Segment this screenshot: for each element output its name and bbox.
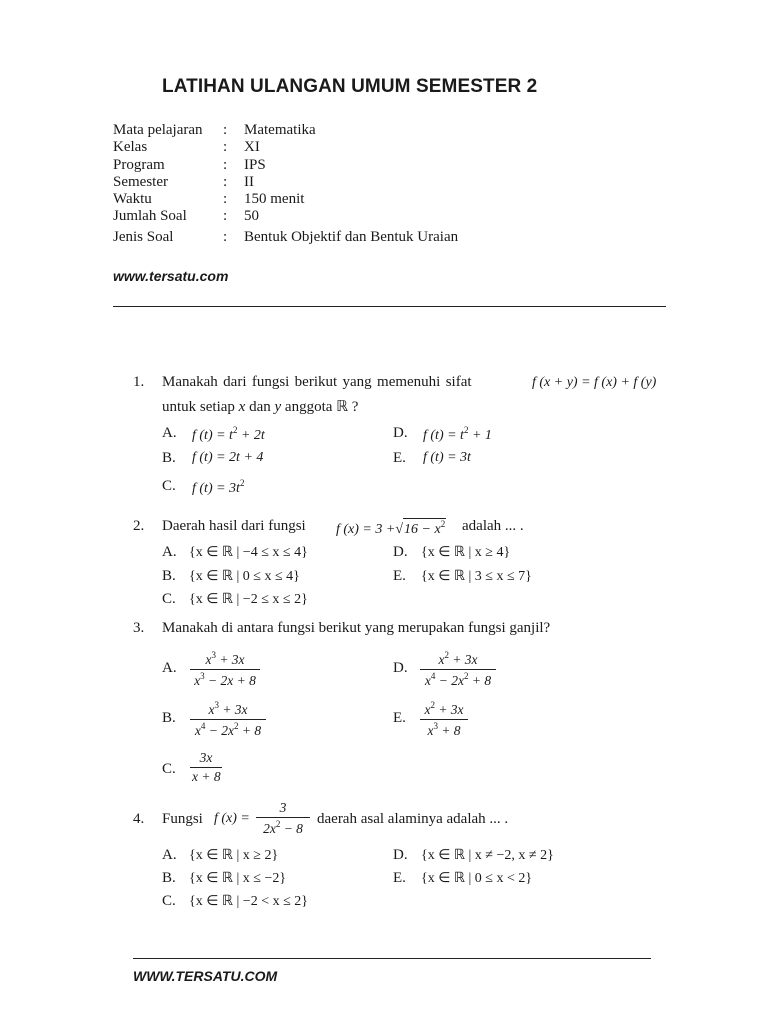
option-label: E. [393, 450, 406, 466]
info-colon: : [223, 174, 228, 190]
info-colon: : [223, 208, 228, 224]
info-label: Jenis Soal [113, 229, 174, 245]
formula-text: f (x) = 3 + [336, 522, 396, 537]
superscript: 2 [463, 425, 469, 435]
info-value: IPS [244, 157, 266, 173]
option-c[interactable] [192, 478, 244, 497]
header-divider [113, 306, 666, 307]
sqrt-radicand [403, 518, 446, 538]
frac-text: 2x [263, 821, 276, 836]
option-label: C. [162, 761, 176, 777]
option-label: C. [162, 591, 176, 607]
text-segment: anggota [284, 399, 333, 415]
text-segment: dan [249, 399, 271, 415]
website-url[interactable]: www.tersatu.com [113, 268, 229, 284]
denominator [190, 671, 260, 689]
superscript: 3 [211, 650, 216, 660]
option-text: f (t) = 3t [192, 481, 240, 496]
frac-text: + 8 [437, 723, 461, 738]
var-x: x [238, 399, 246, 415]
option-d[interactable]: {x ∈ ℝ | x ≠ −2, x ≠ 2} [421, 848, 554, 863]
info-value: 150 menit [244, 191, 305, 207]
superscript: 2 [430, 700, 435, 710]
numerator [190, 700, 266, 718]
frac-text: − 2x [205, 723, 234, 738]
fraction-bar [190, 719, 266, 720]
option-b[interactable] [190, 700, 266, 739]
question-number: 2. [133, 518, 145, 534]
option-e[interactable]: {x ∈ ℝ | 3 ≤ x ≤ 7} [421, 569, 532, 584]
superscript: 2 [275, 819, 281, 829]
info-value: Bentuk Objektif dan Bentuk Uraian [244, 229, 459, 245]
option-c[interactable] [190, 750, 222, 785]
info-label: Mata pelajaran [113, 122, 203, 138]
superscript: 3 [433, 721, 438, 731]
option-c[interactable]: {x ∈ ℝ | −2 ≤ x ≤ 2} [189, 592, 308, 607]
numerator [420, 650, 496, 668]
question-formula: f $(x) = 3 +√16 - x^2$ [336, 519, 446, 537]
formula-text: f (x + y) = f (x) + f (y) [532, 375, 657, 390]
option-label: D. [393, 425, 408, 441]
option-d[interactable] [423, 425, 492, 444]
info-label: Waktu [113, 191, 152, 207]
question-suffix: daerah asal alaminya adalah ... . [317, 811, 509, 827]
info-value: XI [244, 139, 260, 155]
superscript: 2 [232, 425, 238, 435]
option-b[interactable]: {x ∈ ℝ | x ≤ −2} [189, 871, 287, 886]
frac-text: x [205, 652, 212, 667]
option-e[interactable] [423, 450, 471, 466]
option-label: A. [162, 544, 177, 560]
option-e[interactable] [420, 700, 468, 739]
frac-text: − 2x + 8 [204, 673, 256, 688]
option-e[interactable]: {x ∈ ℝ | 0 ≤ x < 2} [421, 871, 533, 886]
info-value: Matematika [244, 122, 316, 138]
frac-text: − 2x [435, 673, 464, 688]
denominator [190, 769, 222, 785]
option-label: D. [393, 660, 408, 676]
option-label: B. [162, 568, 176, 584]
option-label: C. [162, 478, 176, 494]
question-text: Manakah di antara fungsi berikut yang merupakan fungsi ganjil? [162, 620, 551, 636]
frac-text: x [424, 673, 431, 688]
superscript: 3 [214, 700, 219, 710]
option-c[interactable]: {x ∈ ℝ | −2 < x ≤ 2} [189, 894, 308, 909]
fraction-bar [420, 719, 468, 720]
frac-text: − 8 [280, 821, 303, 836]
option-a[interactable] [190, 650, 260, 689]
option-label: B. [162, 870, 176, 886]
option-text: + 1 [468, 428, 492, 443]
option-label: B. [162, 450, 176, 466]
frac-text: + 3x [215, 652, 245, 667]
numerator [190, 750, 222, 766]
frac-text: x + 8 [192, 769, 221, 784]
option-label: D. [393, 847, 408, 863]
option-a[interactable]: {x ∈ ℝ | −4 ≤ x ≤ 4} [189, 545, 308, 560]
option-d[interactable]: {x ∈ ℝ | x ≥ 4} [421, 545, 511, 560]
frac-text: x [194, 723, 201, 738]
superscript: 2 [463, 671, 469, 681]
frac-text: x [438, 652, 445, 667]
info-colon: : [223, 157, 228, 173]
fraction-bar [420, 669, 496, 670]
info-colon: : [223, 139, 228, 155]
question-number: 3. [133, 620, 145, 636]
info-value: II [244, 174, 254, 190]
info-label: Kelas [113, 139, 148, 155]
numerator [420, 700, 468, 718]
option-a[interactable] [192, 425, 265, 444]
option-label: A. [162, 425, 177, 441]
frac-text: + 3x [218, 702, 248, 717]
option-text: f (t) = t [423, 428, 464, 443]
denominator [420, 671, 496, 689]
info-colon: : [223, 229, 228, 245]
info-label: Jumlah Soal [113, 208, 187, 224]
superscript: 2 [444, 650, 449, 660]
option-label: E. [393, 568, 406, 584]
question-formula [532, 375, 656, 391]
superscript: 4 [430, 671, 436, 681]
question-text: Daerah hasil dari fungsi [162, 518, 306, 534]
option-b[interactable] [192, 450, 263, 466]
question-text: Manakah dari fungsi berikut yang memenuhi sifat [162, 374, 472, 390]
option-label: E. [393, 870, 406, 886]
frac-text: x [424, 702, 431, 717]
footer-divider [133, 958, 651, 959]
option-label: B. [162, 710, 176, 726]
question-number: 1. [133, 374, 145, 390]
denominator [190, 721, 266, 739]
footer-url[interactable]: WWW.TERSATU.COM [133, 968, 278, 984]
superscript: 3 [200, 671, 205, 681]
frac-text: + 8 [238, 723, 262, 738]
info-colon: : [223, 122, 228, 138]
var-y: y [274, 399, 282, 415]
option-text: + 2t [237, 428, 265, 443]
denominator [256, 819, 310, 837]
option-label: E. [393, 710, 406, 726]
numerator [256, 800, 310, 816]
option-text: f (t) = 3t [423, 450, 471, 465]
question-suffix: adalah ... . [462, 518, 524, 534]
superscript: 2 [440, 519, 446, 529]
question-text-line2 [162, 397, 358, 416]
text-segment: untuk setiap [162, 399, 235, 415]
fraction-bar [190, 669, 260, 670]
frac-text: 3x [199, 750, 213, 765]
question-text: Fungsi [162, 811, 203, 827]
superscript: 2 [233, 721, 239, 731]
option-label: A. [162, 847, 177, 863]
option-d[interactable] [420, 650, 496, 689]
frac-text: 3 [279, 800, 287, 815]
frac-text: + 3x [448, 652, 478, 667]
formula-text: f (x) = [214, 811, 250, 826]
fraction-bar [190, 767, 222, 768]
option-label: D. [393, 544, 408, 560]
option-text: f (t) = 2t + 4 [192, 450, 264, 465]
frac-text: x [208, 702, 215, 717]
frac-text: x [194, 673, 201, 688]
fraction-bar [256, 817, 310, 818]
function-fraction [256, 800, 310, 837]
question-formula [214, 811, 250, 827]
superscript: 4 [200, 721, 206, 731]
denominator [420, 721, 468, 739]
info-colon: : [223, 191, 228, 207]
frac-text: x [427, 723, 434, 738]
option-text: f (t) = t [192, 428, 233, 443]
info-label: Semester [113, 174, 168, 190]
page-title: LATIHAN ULANGAN UMUM SEMESTER 2 [162, 76, 538, 97]
formula-text: 16 − x [404, 522, 441, 537]
question-number: 4. [133, 811, 145, 827]
reals-symbol: ℝ ? [336, 399, 359, 415]
numerator [190, 650, 260, 668]
frac-text: + 3x [434, 702, 464, 717]
superscript: 2 [239, 478, 245, 488]
option-label: A. [162, 660, 177, 676]
info-label: Program [113, 157, 165, 173]
option-a[interactable]: {x ∈ ℝ | x ≥ 2} [189, 848, 279, 863]
frac-text: + 8 [468, 673, 492, 688]
option-label: C. [162, 893, 176, 909]
option-b[interactable]: {x ∈ ℝ | 0 ≤ x ≤ 4} [189, 569, 300, 584]
info-value: 50 [244, 208, 259, 224]
